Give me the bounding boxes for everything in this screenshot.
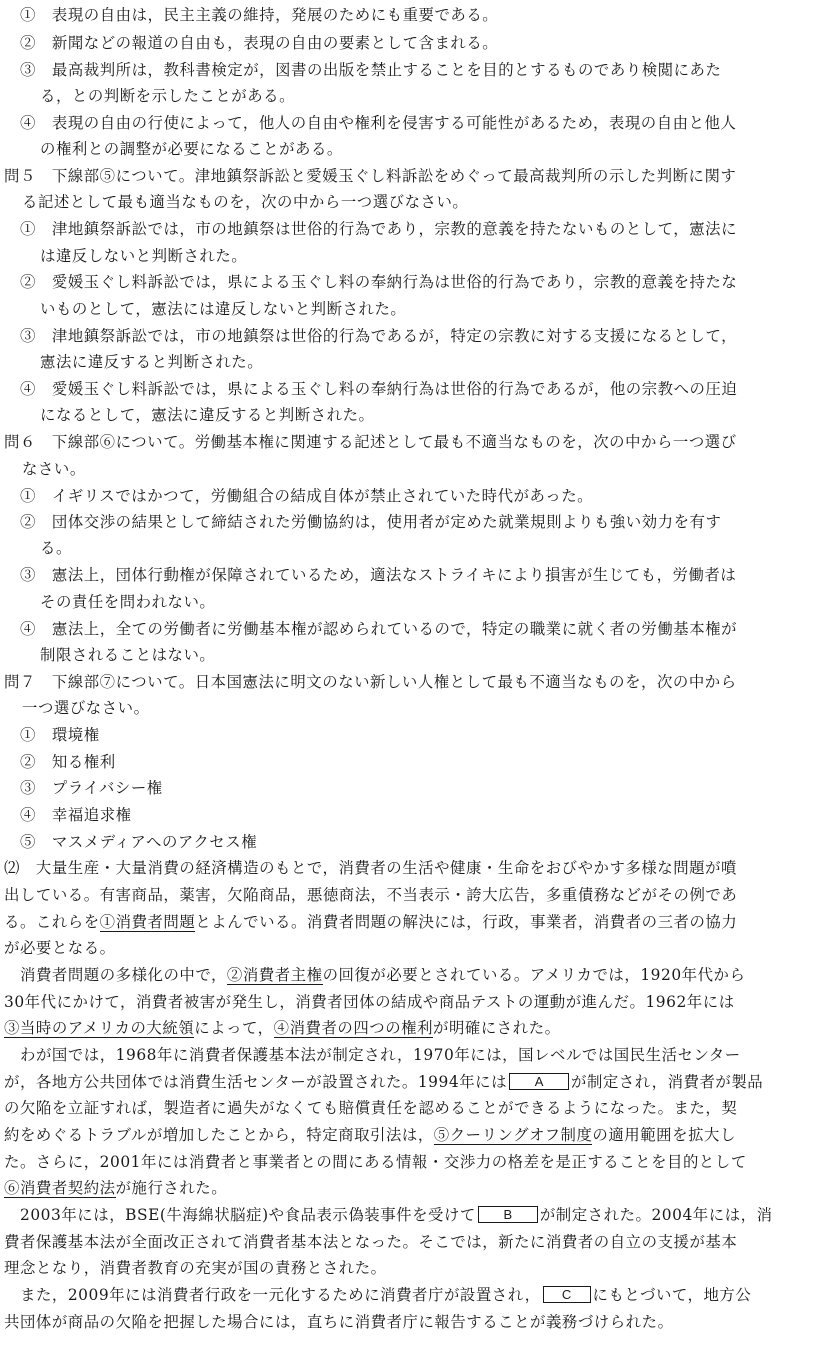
q4-option-2: ② 新聞などの報道の自由も，表現の自由の要素として含まれる。 (20, 34, 499, 52)
q7-option-1: ① 環境権 (20, 726, 100, 744)
q4-option-4: ④ 表現の自由の行使によって，他人の自由や権利を侵害する可能性があるため，表現の自由と他人 (20, 114, 737, 132)
underline-5: ⑤クーリングオフ制度 (433, 1126, 593, 1144)
q6-option-4-cont: 制限されることはない。 (40, 646, 216, 664)
underline-2: ②消費者主権 (226, 966, 323, 984)
q7-option-3: ③ プライバシー権 (20, 779, 163, 797)
underline-6: ⑥消費者契約法 (4, 1179, 116, 1197)
section2-p1-line4: が必要となる。 (4, 939, 116, 957)
q7-option-5: ⑤ マスメディアへのアクセス権 (20, 833, 258, 851)
blank-box-b: B (478, 1206, 538, 1223)
q4-option-3: ③ 最高裁判所は，教科書検定が，図書の出版を禁止することを目的とするものであり検閲にあた (20, 61, 722, 79)
q4-option-3-cont: る，との判断を示したことがある。 (40, 87, 296, 105)
section2-p1-line3: る。これらを①消費者問題とよんでいる。消費者問題の解決には，行政，事業者，消費者の三者の協力 (4, 913, 738, 931)
underline-1: ①消費者問題 (99, 913, 196, 931)
section2-p3-line1: わが国では，1968年に消費者保護基本法が制定され，1970年には，国レベルでは国民生活センター (20, 1046, 741, 1064)
section2-label: ⑵ (4, 859, 20, 877)
section2-p5-line2: 共団体が商品の欠陥を把握した場合には，直ちに消費者庁に報告することが義務づけられた。 (4, 1313, 674, 1331)
q5-option-3: ③ 津地鎮祭訴訟では，市の地鎮祭は世俗的行為であるが，特定の宗教に対する支援になるとして， (20, 327, 738, 345)
q4-option-4-cont: の権利との調整が必要になることがある。 (40, 140, 343, 158)
q5-option-4: ④ 愛媛玉ぐし料訴訟では，県による玉ぐし料の奉納行為は世俗的行為であるが，他の宗教への圧迫 (20, 380, 738, 398)
q6-stem: 問６ 下線部⑥について。労働基本権に関連する記述として最も不適当なものを，次の中から一つ選び (4, 433, 737, 451)
section2-p3-line3: の欠陥を立証すれば，製造者に過失がなくても賠償責任を認めることができるようになった。また，契 (4, 1099, 738, 1117)
section2-p5-line1: また，2009年には消費者行政を一元化するために消費者庁が設置され， C にもとづいて，地方公 (20, 1286, 752, 1304)
q5-label: 問５ (4, 167, 36, 185)
q5-option-2: ② 愛媛玉ぐし料訴訟では，県による玉ぐし料の奉納行為は世俗的行為であり，宗教的意義を持たな (20, 273, 738, 291)
section2-p3-line2: が，各地方公共団体では消費生活センターが設置された。1994年には A が制定され，消費者が製品 (4, 1073, 764, 1091)
q4-option-1: ① 表現の自由は，民主主義の維持，発展のためにも重要である。 (20, 6, 499, 24)
section2-p2-line1: 消費者問題の多様化の中で，②消費者主権の回復が必要とされている。アメリカでは，1920年代から (20, 966, 746, 984)
section2-p3-line4: 約をめぐるトラブルが増加したことから，特定商取引法は，⑤クーリングオフ制度の適用範囲を拡大し (4, 1126, 736, 1144)
section2-p3-line5: た。さらに，2001年には消費者と事業者との間にある情報・交渉力の格差を是正することを目的として (4, 1153, 747, 1171)
q6-option-4: ④ 憲法上，全ての労働者に労働基本権が認められているので，特定の職業に就く者の労働基本権が (20, 620, 738, 638)
section2-p2-line3: ③当時のアメリカの大統領によって，④消費者の四つの権利が明確にされた。 (4, 1019, 561, 1037)
q6-stem-cont: なさい。 (22, 460, 86, 478)
q5-stem: 問５ 下線部⑤について。津地鎮祭訴訟と愛媛玉ぐし料訴訟をめぐって最高裁判所の示した判断に関す (4, 167, 737, 185)
q6-option-3-cont: その責任を問われない。 (40, 593, 216, 611)
q5-option-2-cont: いものとして，憲法には違反しないと判断された。 (40, 300, 407, 318)
q6-label: 問６ (4, 433, 36, 451)
section2-p4-line3: 理念となり，消費者教育の充実が国の責務とされた。 (4, 1259, 387, 1277)
q7-stem-cont: 一つ選びなさい。 (22, 699, 150, 717)
q5-option-1-cont: は違反しないと判断された。 (40, 247, 248, 265)
underline-3: ③当時のアメリカの大統領 (4, 1019, 195, 1037)
q6-option-2: ② 団体交渉の結果として締結された労働協約は，使用者が定めた就業規則よりも強い効力を有す (20, 513, 722, 531)
q6-option-1: ① イギリスではかつて，労働組合の結成自体が禁止されていた時代があった。 (20, 487, 594, 505)
q5-option-3-cont: 憲法に違反すると判断された。 (40, 353, 264, 371)
q7-option-4: ④ 幸福追求権 (20, 806, 132, 824)
q5-option-1: ① 津地鎮祭訴訟では，市の地鎮祭は世俗的行為であり，宗教的意義を持たないものとして，憲法に (20, 220, 738, 238)
q5-stem-cont: る記述として最も適当なものを，次の中から一つ選びなさい。 (22, 193, 469, 211)
section2-p4-line2: 費者保護基本法が全面改正されて消費者基本法となった。そこでは，新たに消費者の自立の支援が基本 (4, 1233, 738, 1251)
blank-box-a: A (509, 1073, 569, 1090)
q7-label: 問７ (4, 673, 36, 691)
section2-p1-line1: ⑵ 大量生産・大量消費の経済構造のもとで，消費者の生活や健康・生命をおびやかす多様な問題が噴 (4, 859, 737, 877)
underline-4: ④消費者の四つの権利 (273, 1019, 434, 1037)
q6-option-3: ③ 憲法上，団体行動権が保障されているため，適法なストライキにより損害が生じても，労働者は (20, 566, 737, 584)
q6-option-2-cont: る。 (40, 539, 72, 557)
q7-option-2: ② 知る権利 (20, 753, 116, 771)
q5-option-4-cont: になるとして，憲法に違反すると判断された。 (40, 406, 375, 424)
section2-p1-line2: 出している。有害商品，薬害，欠陥商品，悪徳商法，不当表示・誇大広告，多重債務などがその例であ (4, 886, 738, 904)
section2-p3-line6: ⑥消費者契約法が施行された。 (4, 1179, 228, 1197)
section2-p2-line2: 30年代にかけて，消費者被害が発生し，消費者団体の結成や商品テストの運動が進んだ。1962年には (4, 993, 735, 1011)
section2-p4-line1: 2003年には，BSE(牛海綿状脳症)や食品表示偽装事件を受けて B が制定された。2004年には，消 (20, 1206, 773, 1224)
q7-stem: 問７ 下線部⑦について。日本国憲法に明文のない新しい人権として最も不適当なものを，次の中から (4, 673, 737, 691)
blank-box-c: C (543, 1286, 591, 1303)
